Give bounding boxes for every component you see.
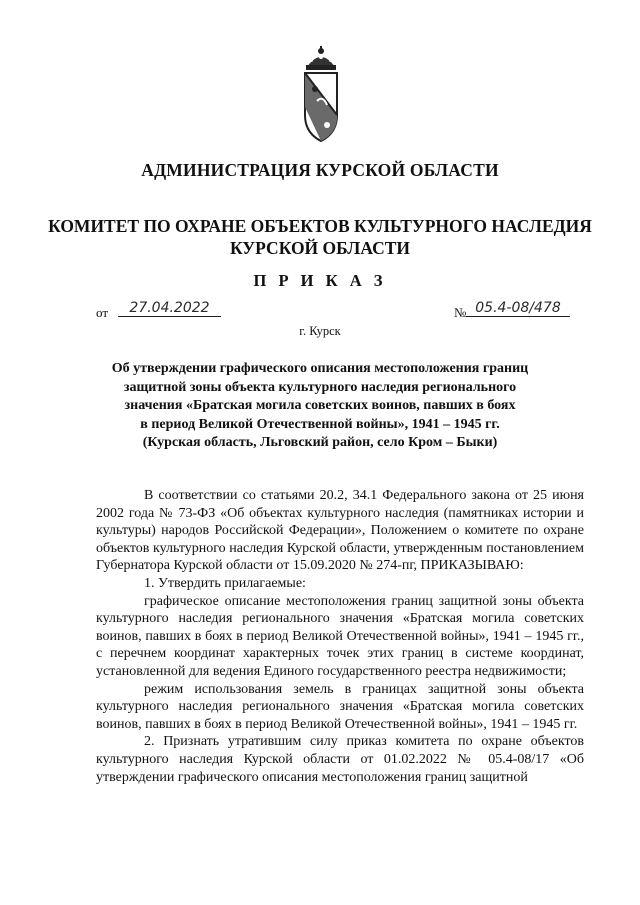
number-label: № — [454, 305, 467, 320]
title-line: (Курская область, Льговский район, село Кром – Быки) — [142, 435, 498, 450]
coat-of-arms-icon — [297, 45, 345, 145]
city-label: г. Курск — [299, 324, 341, 338]
title-line: значения «Братская могила советских воинов, павших в боях — [124, 398, 516, 413]
body-paragraph: режим использования земель в границах защитной зоны объекта культурного наследия регионального значения «Братская могила советских воинов, павших в боях в период Великой Отечественной войны», 1941 – 1945 гг. — [96, 681, 584, 732]
handwritten-date: 27.04.2022 — [118, 300, 221, 317]
title-line: Об утверждении графического описания местоположения границ — [111, 361, 529, 376]
handwritten-number: 05.4-08/478 — [466, 300, 570, 317]
committee-heading-line: КОМИТЕТ ПО ОХРАНЕ ОБЪЕКТОВ КУЛЬТУРНОГО НАСЛЕДИЯ — [48, 216, 592, 236]
body-paragraph: 2. Признать утратившим силу приказ комитета по охране объектов культурного наследия Курской области от 01.02.2022 № 05.4-08/17 «Об утверждении графического описания местоположения границ защитной — [96, 734, 584, 785]
committee-heading-line: КУРСКОЙ ОБЛАСТИ — [229, 238, 411, 258]
document-type: П Р И К А З — [253, 271, 387, 290]
administration-heading: АДМИНИСТРАЦИЯ КУРСКОЙ ОБЛАСТИ — [141, 160, 499, 180]
order-title — [0, 360, 640, 453]
date-label: от — [96, 305, 109, 320]
body-paragraph: 1. Утвердить прилагаемые: — [144, 575, 306, 591]
body-paragraph: В соответствии со статьями 20.2, 34.1 Федерального закона от 25 июня 2002 года № 73-ФЗ «Об объектах культурного наследия (памятниках истории и культуры) народов Российской Федерации», Положением о комитете по охране объектов культурного наследия Курской области, утвержденным постановлением Губернатора Курской области от 15.09.2020 № 274-пг, ПРИКАЗЫВАЮ: — [96, 488, 584, 574]
body-paragraph: графическое описание местоположения границ защитной зоны объекта культурного наследия регионального значения «Братская могила советских воинов, павших в боях в период Великой Отечественной войны», 1941 – 1945 гг., с перечнем координат характерных точек этих границ в системе координат, установленной для ведения Единого государственного реестра недвижимости; — [96, 593, 584, 679]
title-line: в период Великой Отечественной войны», 1941 – 1945 гг. — [140, 416, 500, 432]
title-line: защитной зоны объекта культурного наследия регионального — [123, 379, 517, 395]
committee-heading — [0, 215, 640, 259]
order-body — [96, 487, 584, 786]
